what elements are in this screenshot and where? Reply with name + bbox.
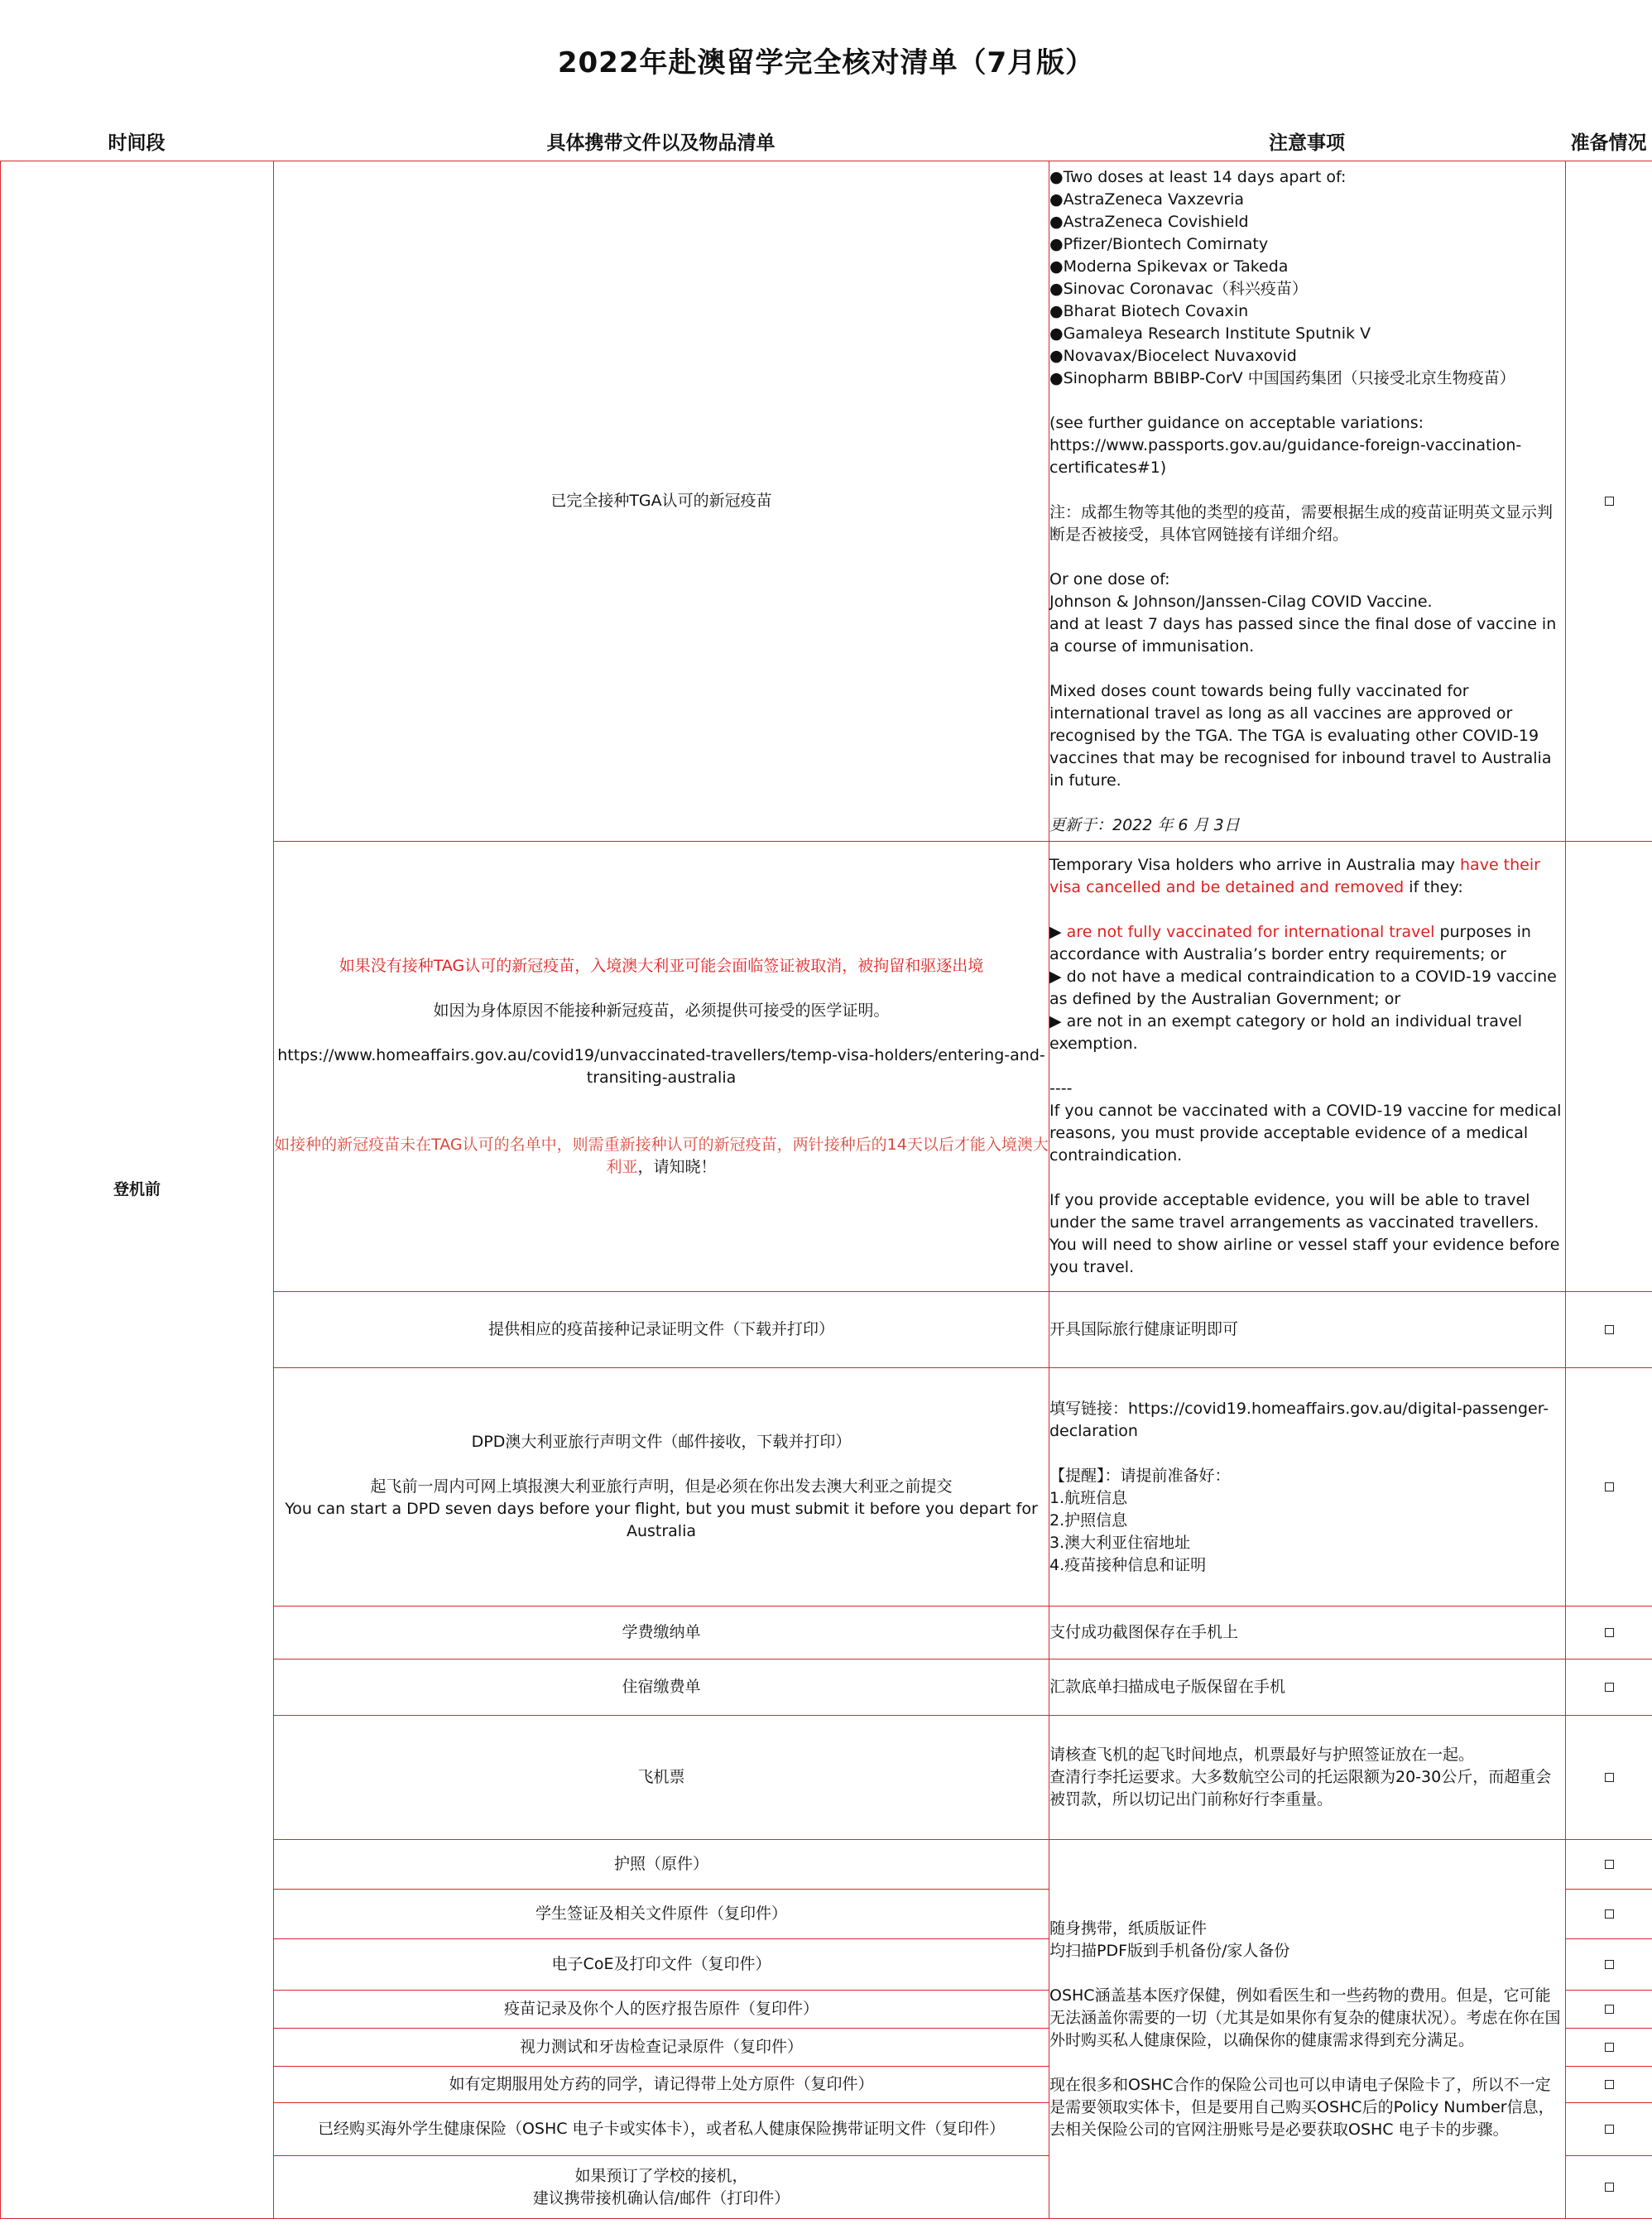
checkbox-icon[interactable] xyxy=(1605,1482,1614,1491)
checkbox-icon[interactable] xyxy=(1605,1909,1614,1919)
item-tuition: 学费缴纳单 xyxy=(274,1607,1049,1659)
checklist-table xyxy=(0,161,1652,2219)
stage-cell: 登机前 xyxy=(1,161,274,2219)
checkbox-icon[interactable] xyxy=(1605,1628,1614,1637)
item-unvaccinated-warning: 如果没有接种TAG认可的新冠疫苗，入境澳大利亚可能会面临签证被取消，被拘留和驱逐出境 xyxy=(274,955,1049,977)
header-items: 具体携带文件以及物品清单 xyxy=(273,127,1049,155)
item-dpd-title: DPD澳大利亚旅行声明文件（邮件接收，下载并打印） xyxy=(274,1431,1049,1453)
page-title: 2022年赴澳留学完全核对清单（7月版） xyxy=(0,40,1652,80)
item-coe: 电子CoE及打印文件（复印件） xyxy=(274,1939,1049,1991)
note-vaccine-onedose: Or one dose of: Johnson & Johnson/Janssen-Cilag COVID Vaccine. and at least 7 days has passed since the final dose of vaccine in a course of immunisation. xyxy=(1049,569,1565,658)
bullet-triangle-icon: ▶ xyxy=(1049,1012,1067,1030)
bullet-triangle-icon: ▶ xyxy=(1049,968,1067,986)
checkbox-icon[interactable] xyxy=(1605,2125,1614,2134)
item-pickup-text: 如果预订了学校的接机， 建议携带接机确认信/邮件（打印件） xyxy=(274,2165,1049,2210)
status-cell[interactable] xyxy=(1566,2029,1652,2067)
note-dpd-link: 填写链接：https://covid19.homeaffairs.gov.au/digital-passenger-declaration xyxy=(1049,1398,1565,1443)
note-vaccine xyxy=(1049,161,1566,842)
note-b1-rest: purposes in accordance with Australia’s border entry requirements; or xyxy=(1049,923,1531,963)
item-unvaccinated-url[interactable]: https://www.homeaffairs.gov.au/covid19/unvaccinated-travellers/temp-visa-holders/entering-and-transiting-australia xyxy=(274,1045,1049,1089)
status-cell[interactable] xyxy=(1566,1840,1652,1890)
note-b2: do not have a medical contraindication to a COVID-19 vaccine as defined by the Australian Government; or xyxy=(1049,968,1557,1008)
note-unvaccinated xyxy=(1049,842,1566,1292)
status-cell[interactable] xyxy=(1566,161,1652,842)
status-cell[interactable] xyxy=(1566,1368,1652,1607)
status-cell[interactable] xyxy=(1566,2067,1652,2103)
note-vaccine-updated: 更新于：2022 年 6 月 3日 xyxy=(1049,814,1565,837)
note-documents-ecard: 现在很多和OSHC合作的保险公司也可以申请电子保险卡了，所以不一定是需要领取实体卡，但是要用自己购买OSHC后的Policy Number信息，去相关保险公司的官网注册账号是必要获取OSHC 电子卡的步骤。 xyxy=(1049,2074,1565,2141)
checkbox-icon[interactable] xyxy=(1605,1860,1614,1869)
item-dpd xyxy=(274,1368,1049,1607)
header-status: 准备情况 xyxy=(1565,127,1652,155)
item-vaccine: 已完全接种TGA认可的新冠疫苗 xyxy=(274,161,1049,842)
status-cell[interactable] xyxy=(1566,1659,1652,1716)
note-separator: ---- xyxy=(1049,1078,1565,1100)
note-provide: If you provide acceptable evidence, you will be able to travel under the same travel arrangements as vaccinated travellers. You will need to show airline or vessel staff your evidence before you travel. xyxy=(1049,1189,1565,1279)
item-prescription: 如有定期服用处方药的同学，请记得带上处方原件（复印件） xyxy=(274,2067,1049,2103)
note-documents xyxy=(1049,1840,1566,2219)
note-vaccine-list: ●Two doses at least 14 days apart of: ●AstraZeneca Vaxzevria ●AstraZeneca Covishield ●Pfizer/Biontech Comirnaty ●Moderna Spikevax or Takeda ●Sinovac Coronavac（科兴疫苗） ●Bharat Biotech Covaxin ●Gamaleya Research Institute Sputnik V ●Novavax/Biocelect Nuvaxovid ●Sinopharm BBIBP-CorV 中国国药集团（只接受北京生物疫苗） xyxy=(1049,166,1565,390)
item-eye-dental: 视力测试和牙齿检查记录原件（复印件） xyxy=(274,2029,1049,2067)
note-intro-b: if they: xyxy=(1404,878,1463,896)
status-cell-empty xyxy=(1566,842,1652,1292)
item-accommodation: 住宿缴费单 xyxy=(274,1659,1049,1716)
checkbox-icon[interactable] xyxy=(1605,497,1614,506)
note-ticket-text: 请核查飞机的起飞时间地点，机票最好与护照签证放在一起。 查清行李托运要求。大多数航空公司的托运限额为20-30公斤，而超重会被罚款，所以切记出门前称好行李重量。 xyxy=(1049,1744,1565,1811)
checkbox-icon[interactable] xyxy=(1605,2005,1614,2014)
status-cell[interactable] xyxy=(1566,1939,1652,1991)
item-dpd-cn: 起飞前一周内可网上填报澳大利亚旅行声明，但是必须在你出发去澳大利亚之前提交 xyxy=(274,1476,1049,1498)
header-period: 时间段 xyxy=(0,127,273,155)
checkbox-icon[interactable] xyxy=(1605,1960,1614,1969)
note-intro-a: Temporary Visa holders who arrive in Australia may xyxy=(1049,856,1460,874)
item-unvaccinated-revax-tail: ，请知晓！ xyxy=(638,1158,717,1176)
note-tuition: 支付成功截图保存在手机上 xyxy=(1049,1607,1566,1659)
item-unvaccinated-medical: 如因为身体原因不能接种新冠疫苗，必须提供可接受的医学证明。 xyxy=(274,1000,1049,1022)
item-pickup xyxy=(274,2156,1049,2219)
status-cell[interactable] xyxy=(1566,1890,1652,1939)
note-accommodation: 汇款底单扫描成电子版保留在手机 xyxy=(1049,1659,1566,1716)
note-documents-oshc: OSHC涵盖基本医疗保健，例如看医生和一些药物的费用。但是，它可能无法涵盖你需要的一切（尤其是如果你有复杂的健康状况）。考虑在你在国外时购买私人健康保险，以确保你的健康需求得到充分满足。 xyxy=(1049,1985,1565,2052)
note-vaccine-mixed: Mixed doses count towards being fully vaccinated for international travel as long as all vaccines are approved or recognised by the TGA. The TGA is evaluating other COVID-19 vaccines that may be recognised for inbound travel to Australia in future. xyxy=(1049,680,1565,792)
item-vax-record: 提供相应的疫苗接种记录证明文件（下载并打印） xyxy=(274,1292,1049,1368)
checkbox-icon[interactable] xyxy=(1605,2080,1614,2089)
note-b1-red: are not fully vaccinated for international travel xyxy=(1067,923,1435,941)
item-unvaccinated-revax: 如接种的新冠疫苗未在TAG认可的名单中，则需重新接种认可的新冠疫苗，两针接种后的14天以后才能入境澳大利亚 xyxy=(274,1136,1049,1176)
note-cannot: If you cannot be vaccinated with a COVID-19 vaccine for medical reasons, you must provide acceptable evidence of a medical contraindication. xyxy=(1049,1100,1565,1167)
table-row xyxy=(1,161,1652,842)
checkbox-icon[interactable] xyxy=(1605,1773,1614,1782)
status-cell[interactable] xyxy=(1566,1292,1652,1368)
note-vax-record: 开具国际旅行健康证明即可 xyxy=(1049,1292,1566,1368)
status-cell[interactable] xyxy=(1566,2103,1652,2156)
item-unvaccinated xyxy=(274,842,1049,1292)
checkbox-icon[interactable] xyxy=(1605,1683,1614,1692)
checkbox-icon[interactable] xyxy=(1605,2183,1614,2192)
item-medical-report: 疫苗记录及你个人的医疗报告原件（复印件） xyxy=(274,1991,1049,2029)
note-b3: are not in an exempt category or hold an individual travel exemption. xyxy=(1049,1012,1522,1053)
item-visa: 学生签证及相关文件原件（复印件） xyxy=(274,1890,1049,1939)
item-ticket: 飞机票 xyxy=(274,1716,1049,1840)
header-notes: 注意事项 xyxy=(1049,127,1565,155)
note-dpd-remind: 【提醒】：请提前准备好： 1.航班信息 2.护照信息 3.澳大利亚住宿地址 4.疫苗接种信息和证明 xyxy=(1049,1465,1565,1577)
note-dpd xyxy=(1049,1368,1566,1607)
note-documents-carry: 随身携带，纸质版证件 均扫描PDF版到手机备份/家人备份 xyxy=(1049,1918,1565,1962)
checkbox-icon[interactable] xyxy=(1605,1325,1614,1334)
status-cell[interactable] xyxy=(1566,1716,1652,1840)
bullet-triangle-icon: ▶ xyxy=(1049,923,1067,941)
item-passport: 护照（原件） xyxy=(274,1840,1049,1890)
note-intro-red: have their visa cancelled and be detained and removed xyxy=(1049,856,1540,896)
status-cell[interactable] xyxy=(1566,1991,1652,2029)
status-cell[interactable] xyxy=(1566,1607,1652,1659)
note-ticket xyxy=(1049,1716,1566,1840)
item-dpd-en: You can start a DPD seven days before your flight, but you must submit it before you depart for Australia xyxy=(274,1498,1049,1543)
status-cell[interactable] xyxy=(1566,2156,1652,2219)
item-oshc: 已经购买海外学生健康保险（OSHC 电子卡或实体卡），或者私人健康保险携带证明文件（复印件） xyxy=(274,2103,1049,2156)
note-vaccine-guidance: (see further guidance on acceptable variations: https://www.passports.gov.au/guidance-foreign-vaccination-certificates#1) xyxy=(1049,412,1565,479)
checkbox-icon[interactable] xyxy=(1605,2043,1614,2052)
note-vaccine-cn: 注：成都生物等其他的类型的疫苗，需要根据生成的疫苗证明英文显示判断是否被接受，具体官网链接有详细介绍。 xyxy=(1049,502,1565,546)
